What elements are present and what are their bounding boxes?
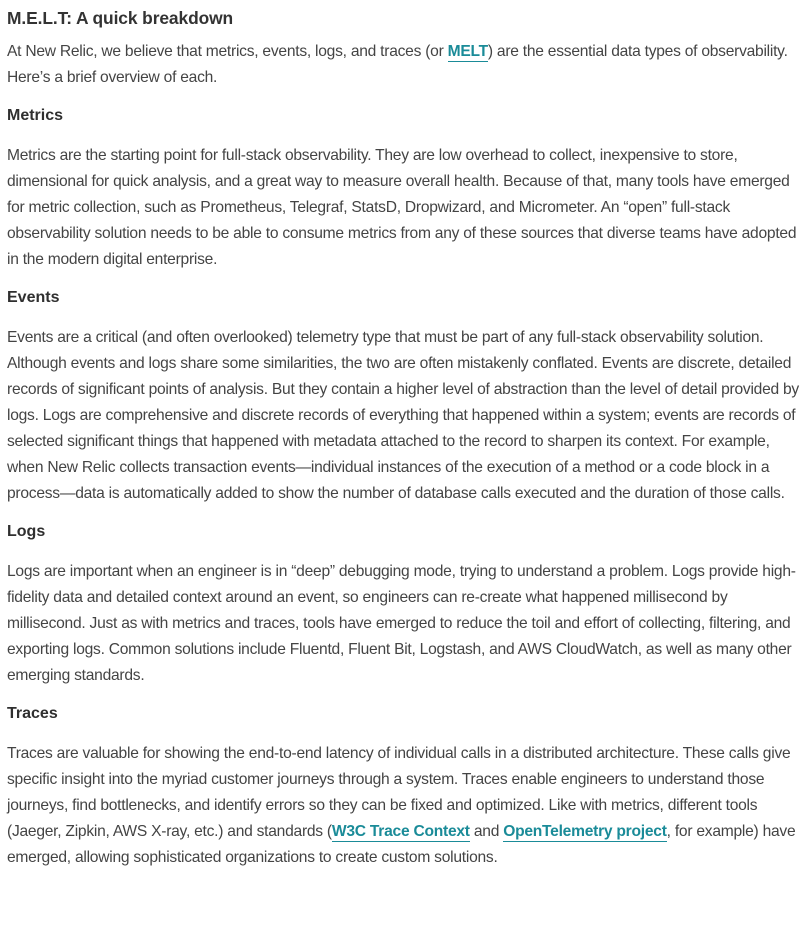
traces-text-3: , for example) have emerged, allowing sophisticated organizations to create custom solutions. [7, 823, 796, 866]
page-title: M.E.L.T: A quick breakdown [7, 8, 234, 28]
events-paragraph: Events are a critical (and often overlooked) telemetry type that must be part of any full-stack observability solution. Although events and logs share some similarities, the two are often mistakenly conflated. Events are discrete, detailed records of significant points of analysis. But they contain a higher level of abstraction than the level of detail provided by logs. Logs are comprehensive and discrete records of everything that happened within a system; events are records of selected significant things that happened with metadata attached to the record to sharpen its context. For example, when New Relic collects transaction events—individual instances of the execution of a method or a code block in a process—data is automatically added to show the number of database calls executed and the duration of those calls. [7, 329, 799, 502]
logs-heading: Logs [7, 523, 46, 540]
intro-text-before: At New Relic, we believe that metrics, events, logs, and traces (or [7, 43, 448, 60]
events-heading: Events [7, 289, 60, 306]
traces-heading: Traces [7, 705, 58, 722]
melt-link[interactable]: MELT [447, 43, 488, 60]
logs-paragraph: Logs are important when an engineer is in “deep” debugging mode, trying to understand a problem. Logs provide high-fidelity data and detailed context around an event, so engineers can re-create what happened millisecond by millisecond. Just as with metrics and traces, tools have emerged to reduce the toil and effort of collecting, filtering, and exporting logs. Common solutions include Fluentd, Fluent Bit, Logstash, and AWS CloudWatch, as well as many other emerging standards. [7, 563, 796, 684]
traces-text-2: and [469, 823, 504, 840]
metrics-paragraph: Metrics are the starting point for full-stack observability. They are low overhead to collect, inexpensive to store, dimensional for quick analysis, and a great way to measure overall health. Because of that, many tools have emerged for metric collection, such as Prometheus, Telegraf, StatsD, Dropwizard, and Micrometer. An “open” full-stack observability solution needs to be able to consume metrics from any of these sources that diverse teams have adopted in the modern digital enterprise. [7, 147, 797, 268]
traces-text-1: Traces are valuable for showing the end-to-end latency of individual calls in a distributed architecture. These calls give specific insight into the myriad customer journeys through a system. Traces enable engineers to understand those journeys, find bottlenecks, and identify errors so they can be fixed and optimized. Like with metrics, different tools (Jaeger, Zipkin, AWS X-ray, etc.) and standards ( [7, 745, 791, 840]
traces-paragraph [7, 741, 799, 871]
w3c-trace-context-link[interactable]: W3C Trace Context [331, 823, 470, 840]
opentelemetry-project-link[interactable]: OpenTelemetry project [503, 823, 667, 840]
intro-text-after: ) are the essential data types of observability. Here’s a brief overview of each. [7, 43, 788, 86]
intro-paragraph [7, 39, 799, 91]
metrics-heading: Metrics [7, 107, 64, 124]
